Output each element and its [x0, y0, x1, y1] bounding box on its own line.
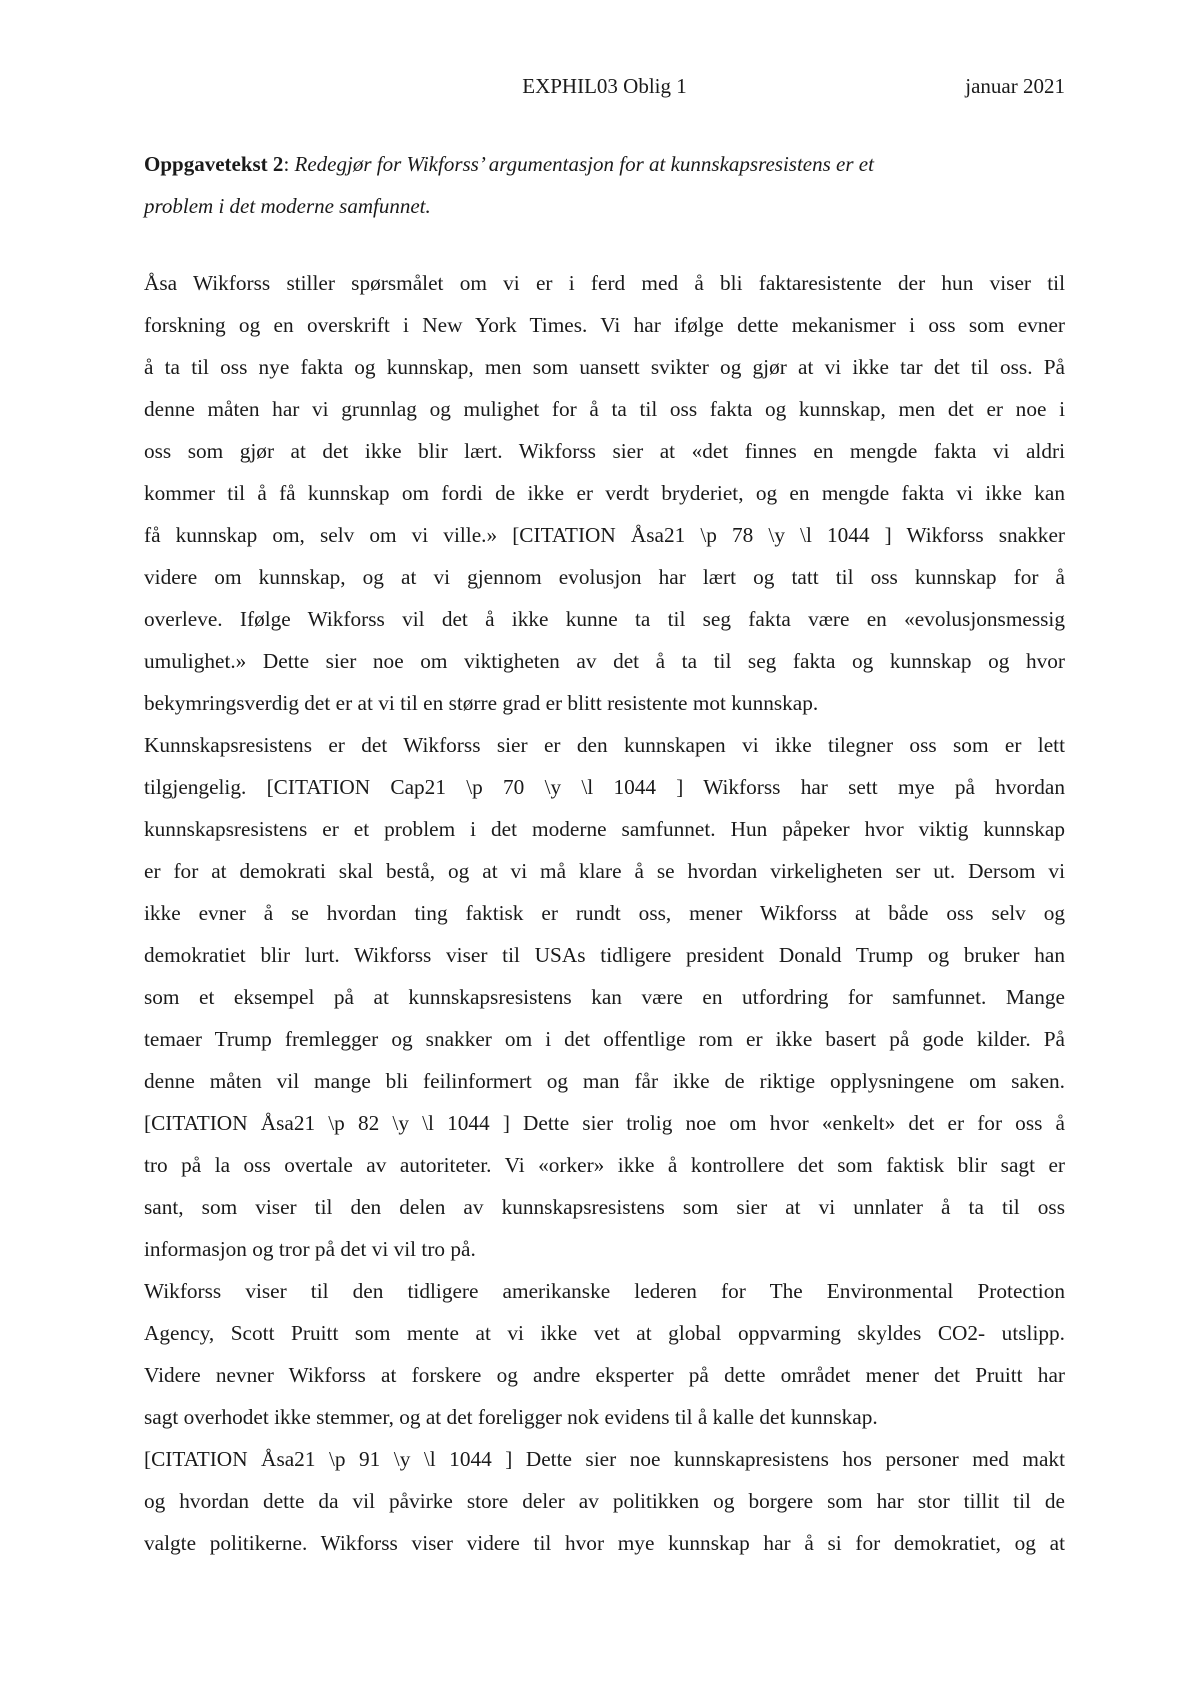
text-line: Agency, Scott Pruitt som mente at vi ikke vet at global oppvarming skyldes CO2- utslipp. [144, 1321, 1065, 1345]
task-text-line-2: problem i det moderne samfunnet. [144, 194, 431, 218]
text-line: Kunnskapsresistens er det Wikforss sier er den kunnskapen vi ikke tilegner oss som er lett [144, 733, 1065, 757]
task-text-line-1: Redegjør for Wikforss’ argumentasjon for at kunnskapsresistens er et [294, 152, 874, 176]
text-line: tro på la oss overtale av autoriteter. Vi «orker» ikke å kontrollere det som faktisk blir sagt er [144, 1153, 1065, 1177]
text-line: Wikforss viser til den tidligere amerikanske lederen for The Environmental Protection [144, 1279, 1065, 1303]
text-line: denne måten har vi grunnlag og mulighet for å ta til oss fakta og kunnskap, men det er noe i [144, 397, 1065, 421]
task-label: Oppgavetekst 2 [144, 152, 284, 176]
text-line: sant, som viser til den delen av kunnskapsresistens som sier at vi unnlater å ta til oss [144, 1195, 1065, 1219]
text-line: bekymringsverdig det er at vi til en større grad er blitt resistente mot kunnskap. [144, 691, 819, 715]
paragraph-1 [144, 262, 1065, 1270]
text-line: videre om kunnskap, og at vi gjennom evolusjon har lært og tatt til oss kunnskap for å [144, 565, 1065, 589]
text-line: valgte politikerne. Wikforss viser videre til hvor mye kunnskap har å si for demokratiet, og at [144, 1531, 1065, 1555]
text-line: tilgjengelig. [CITATION Cap21 \p 70 \y \l 1044 ] Wikforss har sett mye på hvordan [144, 775, 1065, 799]
paragraph-2 [144, 1270, 1065, 1564]
task-statement [144, 143, 1064, 227]
text-line: sagt overhodet ikke stemmer, og at det foreligger nok evidens til å kalle det kunnskap. [144, 1405, 878, 1429]
text-line: å ta til oss nye fakta og kunnskap, men som uansett svikter og gjør at vi ikke tar det til oss. På [144, 355, 1065, 379]
text-line: [CITATION Åsa21 \p 91 \y \l 1044 ] Dette sier noe kunnskapresistens hos personer med makt [144, 1447, 1065, 1471]
text-line: forskning og en overskrift i New York Times. Vi har ifølge dette mekanismer i oss som evner [144, 313, 1065, 337]
body-text [144, 262, 1065, 1564]
header-date: januar 2021 [965, 74, 1065, 98]
text-line: [CITATION Åsa21 \p 82 \y \l 1044 ] Dette sier trolig noe om hvor «enkelt» det er for oss å [144, 1111, 1065, 1135]
text-line: demokratiet blir lurt. Wikforss viser til USAs tidligere president Donald Trump og bruker han [144, 943, 1065, 967]
text-line: er for at demokrati skal bestå, og at vi må klare å se hvordan virkeligheten ser ut. Dersom vi [144, 859, 1065, 883]
text-line: som et eksempel på at kunnskapsresistens kan være en utfordring for samfunnet. Mange [144, 985, 1065, 1009]
task-separator: : [283, 152, 295, 176]
text-line: oss som gjør at det ikke blir lært. Wikforss sier at «det finnes en mengde fakta vi aldri [144, 439, 1065, 463]
text-line: få kunnskap om, selv om vi ville.» [CITATION Åsa21 \p 78 \y \l 1044 ] Wikforss snakker [144, 523, 1065, 547]
text-line: ikke evner å se hvordan ting faktisk er rundt oss, mener Wikforss at både oss selv og [144, 901, 1065, 925]
text-line: temaer Trump fremlegger og snakker om i det offentlige rom er ikke basert på gode kilder. På [144, 1027, 1065, 1051]
text-line: Videre nevner Wikforss at forskere og andre eksperter på dette området mener det Pruitt har [144, 1363, 1065, 1387]
text-line: umulighet.» Dette sier noe om viktigheten av det å ta til seg fakta og kunnskap og hvor [144, 649, 1065, 673]
page-header [144, 74, 1065, 104]
text-line: informasjon og tror på det vi vil tro på. [144, 1237, 476, 1261]
text-line: denne måten vil mange bli feilinformert og man får ikke de riktige opplysningene om saken. [144, 1069, 1065, 1093]
text-line: kunnskapsresistens er et problem i det moderne samfunnet. Hun påpeker hvor viktig kunnskap [144, 817, 1065, 841]
text-line: og hvordan dette da vil påvirke store deler av politikken og borgere som har stor tillit til de [144, 1489, 1065, 1513]
text-line: Åsa Wikforss stiller spørsmålet om vi er i ferd med å bli faktaresistente der hun viser til [144, 271, 1065, 295]
text-line: overleve. Ifølge Wikforss vil det å ikke kunne ta til seg fakta være en «evolusjonsmessig [144, 607, 1065, 631]
text-line: kommer til å få kunnskap om fordi de ikke er verdt bryderiet, og en mengde fakta vi ikke kan [144, 481, 1065, 505]
header-title: EXPHIL03 Oblig 1 [522, 74, 687, 98]
